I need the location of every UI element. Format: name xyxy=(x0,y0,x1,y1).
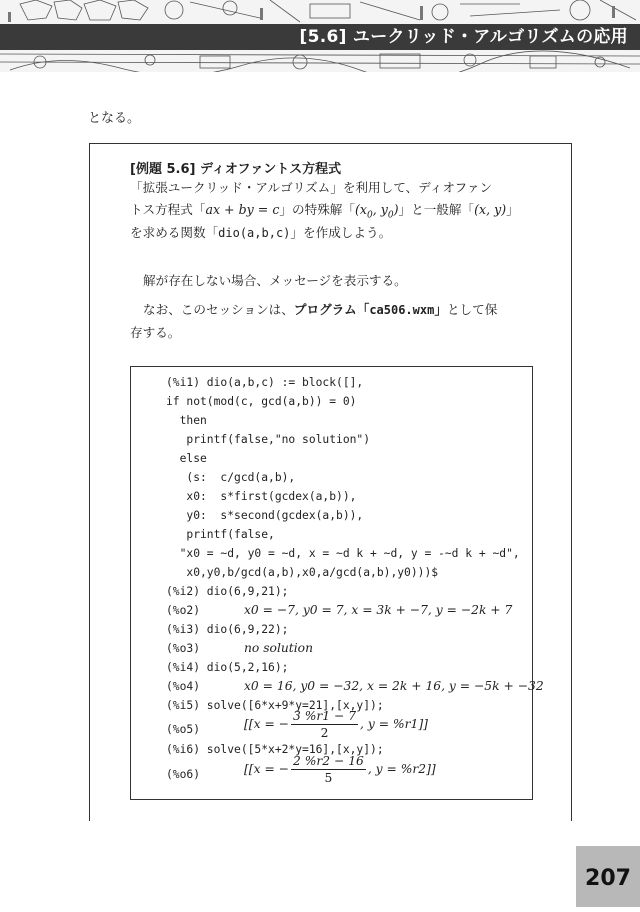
intro-text: となる。 xyxy=(88,111,141,126)
text-segment: トス方程式「 xyxy=(130,202,206,217)
paragraph-no-solution: 解が存在しない場合、メッセージを表示する。 xyxy=(143,273,407,288)
paragraph-session xyxy=(143,299,497,321)
code-line: y0: s*second(gcdex(a,b)), xyxy=(166,509,364,522)
code-line: printf(false,"no solution") xyxy=(166,433,371,446)
output-value xyxy=(244,708,428,741)
section-title: [5.6] ユークリッド・アルゴリズムの応用 xyxy=(299,27,628,47)
math-segment: , y xyxy=(372,202,388,217)
fraction xyxy=(291,753,366,786)
output-segment: [[x = − xyxy=(244,762,289,776)
example-line-3 xyxy=(130,222,391,244)
code-line: (s: c/gcd(a,b), xyxy=(166,471,296,484)
code-line: (%i2) dio(6,9,21); xyxy=(166,585,289,598)
output-label: (%o3) xyxy=(166,642,201,655)
paragraph-session-line2: 存する。 xyxy=(130,325,181,340)
output-label: (%o5) xyxy=(166,723,201,736)
code-line: (%i4) dio(5,2,16); xyxy=(166,661,289,674)
code-line: if not(mod(c, gcd(a,b)) = 0) xyxy=(166,395,357,408)
function-name: dio(a,b,c) xyxy=(218,226,291,240)
code-line: (%i3) dio(6,9,22); xyxy=(166,623,289,636)
example-title: [例題 5.6] ディオファントス方程式 xyxy=(130,162,342,177)
code-line: else xyxy=(166,452,207,465)
output-segment: [[x = − xyxy=(244,717,289,731)
code-line: x0: s*first(gcdex(a,b)), xyxy=(166,490,357,503)
program-label: プログラム「 xyxy=(293,302,370,317)
fraction-numerator: 3 %r1 − 7 xyxy=(292,709,357,723)
fraction xyxy=(291,708,358,741)
text-segment: 」の特殊解「 xyxy=(279,202,355,217)
math-subscript: 0 xyxy=(367,210,373,221)
output-segment: , y = %r1]] xyxy=(360,717,428,731)
output-label: (%o4) xyxy=(166,680,201,693)
text-segment: 」と一般解「 xyxy=(398,202,475,217)
output-segment: , y = %r2]] xyxy=(367,762,436,776)
fraction-numerator: 2 %r2 − 16 xyxy=(292,754,364,768)
output-value xyxy=(244,753,436,786)
text-segment: を求める関数「 xyxy=(130,225,219,240)
text-segment: なお、このセッションは、 xyxy=(143,302,294,317)
code-line: (%i6) solve([5*x+2*y=16],[x,y]); xyxy=(166,743,384,756)
example-line-1 xyxy=(130,177,492,199)
output-value: no solution xyxy=(244,641,313,655)
math-segment: (x, y) xyxy=(474,202,507,217)
code-line: (%i5) solve([6*x+9*y=21],[x,y]); xyxy=(166,699,384,712)
fraction-denominator: 2 xyxy=(320,726,329,740)
code-line: x0,y0,b/gcd(a,b),x0,a/gcd(a,b),y0)))$ xyxy=(166,566,439,579)
math-subscript: 0 xyxy=(387,210,394,221)
code-line: "x0 = ~d, y0 = ~d, x = ~d k + ~d, y = -~d k + ~d", xyxy=(166,547,520,560)
fraction-denominator: 5 xyxy=(324,771,333,785)
text-segment: 」を作成しよう。 xyxy=(290,225,392,240)
text-segment: 」 xyxy=(434,302,447,317)
math-segment: (x xyxy=(354,202,367,217)
math-segment: ) xyxy=(393,202,399,217)
output-label: (%o2) xyxy=(166,604,201,617)
example-line-1-text: 「拡張ユークリッド・アルゴリズム」を利用して、ディオファン xyxy=(130,180,493,195)
code-line: (%i1) dio(a,b,c) := block([], xyxy=(166,376,364,389)
output-label: (%o6) xyxy=(166,768,201,781)
program-filename: ca506.wxm xyxy=(369,303,435,317)
code-line: printf(false, xyxy=(166,528,275,541)
output-value: x0 = 16, y0 = −32, x = 2k + 16, y = −5k + −32 xyxy=(244,679,544,693)
page-number: 207 xyxy=(576,846,640,907)
page-header xyxy=(0,0,640,72)
code-line: then xyxy=(166,414,207,427)
output-value: x0 = −7, y0 = 7, x = 3k + −7, y = −2k + 7 xyxy=(244,603,513,617)
text-segment: として保 xyxy=(446,302,498,317)
equation: ax + by = c xyxy=(205,202,280,217)
text-segment: 」 xyxy=(506,202,519,217)
